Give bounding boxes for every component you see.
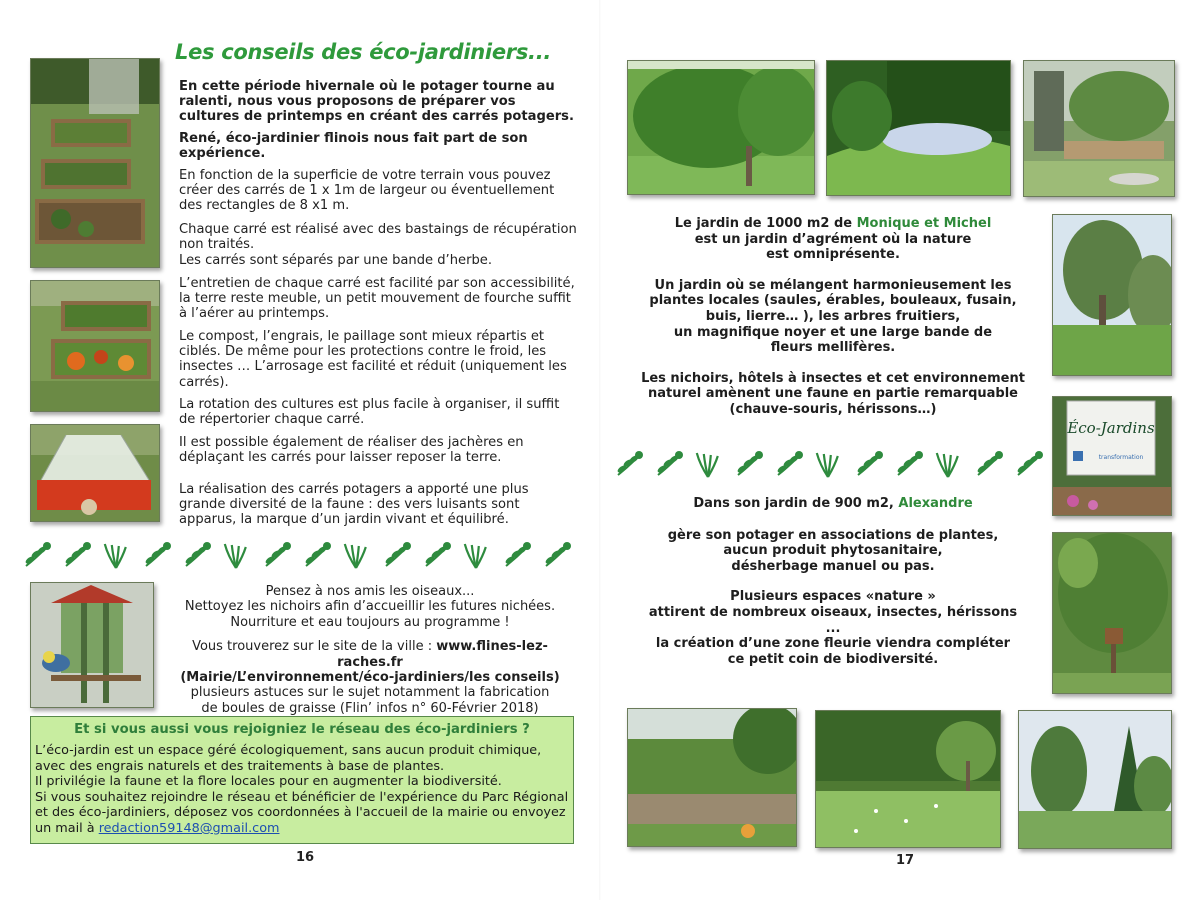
monique-line-5: plantes locales (saules, érables, bouleaux, fusain, [649,293,1017,309]
paragraph-8: La réalisation des carrés potagers a apporté une plus grande diversité de la faune : des vers luisants sont apparus, la marque d’un jardin vivant et équilibré. [179,482,529,528]
flower-motif-icon [616,451,643,475]
flower-motif-icon [384,542,411,566]
vine-divider-left [22,538,582,572]
flower-motif-icon [304,542,331,566]
monique-line-1 [620,216,1046,232]
flower-motif-icon [264,542,291,566]
flower-motif-icon [736,451,763,475]
alexandre-line-7: ... [825,620,841,636]
monique-text [620,216,1046,418]
paragraph-6: La rotation des cultures est plus facile à organiser, il suffit de répertorier chaque carré. [179,397,560,428]
tall-trees-photo [1018,710,1172,849]
page-number-17: 17 [896,853,915,868]
flower-motif-icon [776,451,803,475]
site-path: (Mairie/L’environnement/éco-jardiniers/les conseils) [180,670,560,686]
page-title: Les conseils des éco-jardiniers... [175,40,552,64]
alexandre-line-4: désherbage manuel ou pas. [731,558,935,574]
intro-bold-1: En cette période hivernale où le potager tourne au ralenti, nous vous proposons de préparer vos cultures de printemps en créant des carrés potagers. [179,79,574,125]
alexandre-line-5: Plusieurs espaces «nature » [730,589,936,605]
intro-bold-2: René, éco-jardinier flinois nous fait part de son expérience. [179,131,528,162]
alexandre-prefix: Dans son jardin de 900 m2, [693,496,899,511]
birds-line-1: Pensez à nos amis les oiseaux... [265,584,475,599]
raised-beds-photo-1 [30,58,160,268]
flower-motif-icon [184,542,211,566]
monique-line-9: Les nichoirs, hôtels à insectes et cet environnement [641,370,1025,386]
box-mail-line [35,821,571,837]
grass-motif-icon [105,544,126,568]
raised-beds-photo-2 [30,280,160,412]
monique-line-4: Un jardin où se mélangent harmonieusement les [654,277,1012,293]
vegetable-garden-photo [627,708,797,847]
grass-motif-icon [817,453,838,477]
monique-line-8: fleurs mellifères. [770,340,896,356]
box-line-5: et des éco-jardiniers, déposez vos coordonnées à l'accueil de la mairie ou envoyez [35,805,566,821]
flower-motif-icon [64,542,91,566]
eco-jardins-sign-photo [1052,396,1172,516]
alexandre-line-6: attirent de nombreux oiseaux, insectes, hérissons [648,604,1018,620]
paragraph-1: En fonction de la superficie de votre terrain vous pouvez créer des carrés de 1 x 1m de largeur ou éventuellement des rectangles de 8 x1 m. [179,168,555,214]
monique-line-3: est omniprésente. [766,247,900,263]
bird-feeder-photo [30,582,154,708]
garden-photo-birdhouse [1052,532,1172,694]
monique-line-6: buis, lierre… ), les arbres fruitiers, [705,308,961,324]
flower-motif-icon [544,542,571,566]
grass-motif-icon [345,544,366,568]
page-number-16: 16 [296,850,315,865]
flower-motif-icon [144,542,171,566]
site-prefix: Vous trouverez sur le site de la ville : [192,639,437,655]
paragraph-4: L’entretien de chaque carré est facilité par son accessibilité, la terre reste meuble, un petit mouvement de fourche suffit à l’aérer au printemps. [179,276,575,322]
grass-motif-icon [937,453,958,477]
monique-line-7: un magnifique noyer et une large bande de [673,324,993,340]
flower-motif-icon [1016,451,1043,475]
flower-motif-icon [656,451,683,475]
alexandre-text [620,496,1046,667]
wildflower-meadow-photo [815,710,1001,848]
garden-photo-hedge [826,60,1011,196]
alexandre-line-3: aucun produit phytosanitaire, [723,543,943,559]
paragraph-3: Les carrés sont séparés par une bande d’herbe. [179,253,492,268]
vine-divider-right [614,447,1044,481]
join-network-box [30,716,574,844]
site-line [160,639,580,670]
alexandre-line-1 [620,496,1046,512]
garden-photo-tree [627,60,815,195]
box-text [35,743,571,837]
grass-motif-icon [465,544,486,568]
flower-motif-icon [976,451,1003,475]
flower-motif-icon [856,451,883,475]
flower-motif-icon [24,542,51,566]
garden-photo-walnut [1052,214,1172,376]
paragraph-2: Chaque carré est réalisé avec des bastaings de récupération non traités. [179,222,577,253]
monique-line-10: naturel amènent une faune en partie remarquable [647,386,1018,402]
box-line-1: L’éco-jardin est un espace géré écologiquement, sans aucun produit chimique, [35,743,542,758]
birds-line-3: Nourriture et eau toujours au programme ! [230,614,510,630]
birds-line-4: plusieurs astuces sur le sujet notamment la fabrication [190,685,550,701]
flower-motif-icon [504,542,531,566]
monique-line-11: (chauve-souris, hérissons…) [729,401,937,417]
monique-name: Monique et Michel [856,216,992,231]
monique-prefix: Le jardin de 1000 m2 de [674,216,857,231]
cold-frame-photo [30,424,160,522]
alexandre-line-2: gère son potager en associations de plantes, [667,527,999,543]
page-fold [599,0,601,900]
email-link[interactable]: redaction59148@gmail.com [98,820,280,836]
grass-motif-icon [697,453,718,477]
grass-motif-icon [225,544,246,568]
box-title: Et si vous aussi vous rejoigniez le réseau des éco-jardiniers ? [74,722,530,737]
sign-sub-text: transformation [1098,454,1144,461]
garden-photo-arbor [1023,60,1175,197]
box-line-3: Il privilégie la faune et la flore locales pour en augmenter la biodiversité. [35,774,502,790]
sign-logo-text: Éco-Jardins [1067,419,1155,437]
site-url[interactable]: www.flines-lez-raches.fr [337,639,548,670]
alexandre-line-8: la création d’une zone fleurie viendra compléter [655,636,1011,652]
monique-line-2: est un jardin d’agrément où la nature [694,231,972,247]
alexandre-line-9: ce petit coin de biodiversité. [727,651,939,667]
flower-motif-icon [424,542,451,566]
box-line-4: Si vous souhaitez rejoindre le réseau et bénéficier de l'expérience du Parc Régional [35,789,569,805]
flower-motif-icon [896,451,923,475]
paragraph-7: Il est possible également de réaliser des jachères en déplaçant les carrés pour laisser reposer la terre. [179,435,524,466]
alexandre-name: Alexandre [898,496,973,511]
box-line-2: avec des engrais naturels et des traitements à base de plantes. [35,758,445,774]
birds-line-5: de boules de graisse (Flin’ infos n° 60-Février 2018) [201,700,539,716]
birds-line-2: Nettoyez les nichoirs afin d’accueillir les futures nichées. [184,599,556,615]
mail-prefix: un mail à [35,820,99,836]
paragraph-5: Le compost, l’engrais, le paillage sont mieux répartis et ciblés. De même pour les protections contre le froid, les insectes … L’arrosage est facilité et réduit (uniquement les carrés). [179,329,567,390]
